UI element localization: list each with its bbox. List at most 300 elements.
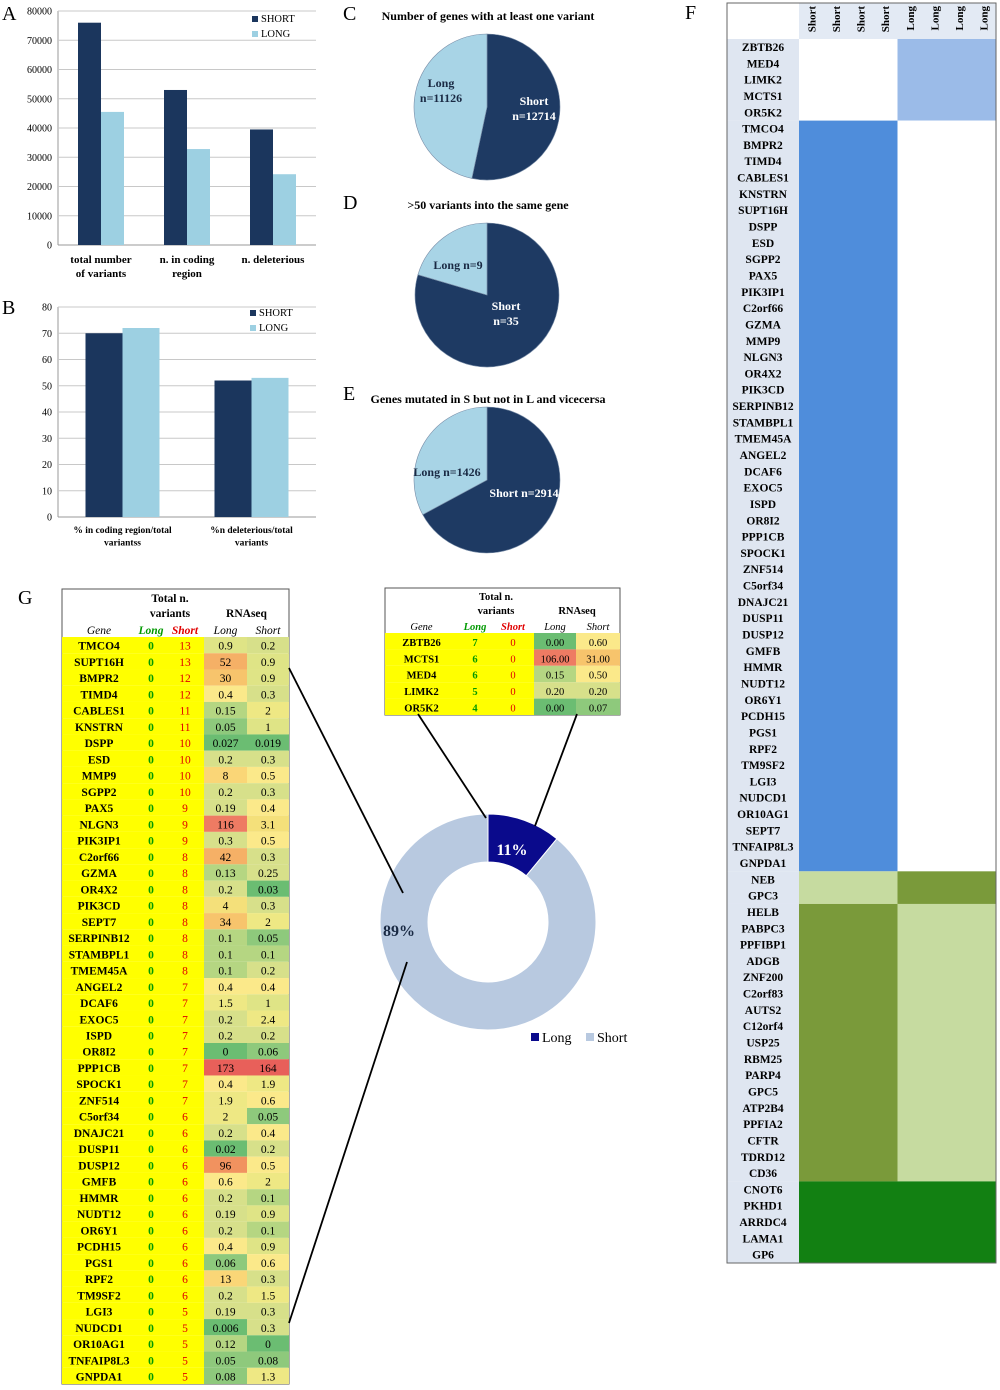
y-tick-label: 30	[42, 433, 52, 445]
legend-label: LONG	[261, 29, 291, 40]
rnaseq-long: 0.19	[215, 1209, 236, 1222]
heatmap-gene-label: PPFIBP1	[740, 939, 786, 952]
gene-name: ISPD	[85, 1030, 113, 1043]
header-rnaseq-short: Short	[255, 625, 281, 637]
heatmap-gene-label: MMP9	[745, 335, 781, 348]
count-short: 7	[182, 1046, 188, 1059]
count-long: 0	[148, 1371, 154, 1384]
count-long: 0	[148, 705, 154, 718]
rnaseq-short: 0.6	[260, 1257, 276, 1270]
rnaseq-short: 0.9	[260, 673, 276, 686]
heatmap-gene-label: MCTS1	[743, 90, 783, 103]
pie-label: Short	[519, 94, 549, 108]
gene-name: SERPINB12	[68, 933, 130, 946]
rnaseq-short: 1.3	[260, 1371, 276, 1384]
heatmap-gene-label: AUTS2	[744, 1004, 782, 1017]
pie-label: n=12714	[512, 109, 556, 123]
rnaseq-short: 0.50	[588, 670, 608, 682]
legend-swatch	[250, 310, 256, 316]
panel-label-d: D	[343, 192, 358, 214]
heatmap-gene-label: NUDCD1	[739, 792, 787, 805]
count-long: 0	[148, 1160, 154, 1173]
bar-long	[123, 328, 160, 517]
header-rnaseq-long: Long	[213, 625, 238, 637]
heatmap-gene-label: EXOC5	[743, 482, 783, 495]
gene-name: TIMD4	[80, 689, 118, 702]
count-long: 0	[148, 1209, 154, 1222]
header-rnaseq: RNAseq	[226, 608, 267, 620]
count-short: 10	[179, 786, 191, 799]
connector-line	[418, 714, 486, 818]
count-short: 10	[179, 738, 191, 751]
rnaseq-short: 0.3	[260, 754, 276, 767]
gene-name: C2orf66	[78, 851, 120, 864]
gene-name: KNSTRN	[75, 721, 123, 734]
bar-long	[273, 174, 296, 245]
count-short: 10	[179, 770, 191, 783]
rnaseq-short: 0.05	[257, 1111, 279, 1124]
rnaseq-long: 0.3	[218, 835, 233, 848]
heatmap-gene-label: ESD	[751, 237, 775, 250]
x-tick-label: total number	[70, 254, 132, 266]
gene-name: NUDT12	[76, 1209, 122, 1222]
rnaseq-short: 0.60	[588, 637, 608, 649]
count-long: 0	[148, 1274, 154, 1287]
bar-long	[252, 378, 289, 517]
bar-chart-a	[27, 7, 316, 281]
heatmap-gene-label: NUDT12	[740, 678, 786, 691]
y-tick-label: 70	[42, 328, 52, 340]
rnaseq-short: 2	[265, 1176, 271, 1189]
count-short: 6	[182, 1111, 188, 1124]
gene-name: GNPDA1	[75, 1371, 123, 1384]
rnaseq-short: 3.1	[260, 819, 276, 832]
rnaseq-long: 0.2	[218, 754, 233, 767]
gene-name: OR8I2	[82, 1046, 116, 1059]
rnaseq-long: 0.006	[212, 1322, 239, 1335]
connector-line	[289, 962, 407, 1323]
count-long: 0	[148, 1306, 154, 1319]
count-long: 0	[148, 1014, 154, 1027]
count-short: 9	[182, 803, 188, 816]
count-short: 5	[182, 1306, 188, 1319]
rnaseq-short: 0.9	[260, 1241, 276, 1254]
count-short: 7	[182, 1014, 188, 1027]
heatmap-gene-label: ATP2B4	[742, 1102, 784, 1115]
heatmap-gene-label: OR10AG1	[737, 809, 789, 822]
heatmap-gene-label: PPFIA2	[743, 1119, 783, 1132]
y-tick-label: 40	[42, 407, 52, 419]
count-long: 0	[148, 933, 154, 946]
x-tick-label: variants	[234, 538, 269, 549]
y-tick-label: 30000	[27, 152, 52, 164]
count-long: 0	[148, 1225, 154, 1238]
y-tick-label: 60	[42, 355, 52, 366]
count-short: 7	[182, 1030, 188, 1043]
rnaseq-long: 0.19	[215, 1306, 236, 1319]
count-long: 0	[148, 673, 154, 686]
heatmap-gene-label: GPC3	[747, 890, 779, 903]
header-total: Total n.	[151, 593, 189, 605]
count-long: 0	[148, 656, 154, 669]
heatmap-gene-label: TM9SF2	[741, 760, 785, 773]
rnaseq-short: 0.2	[260, 1030, 276, 1043]
panel-label-c: C	[343, 3, 357, 25]
pie-title: Genes mutated in S but not in L and vicecersa	[370, 392, 606, 406]
heatmap-cell-long	[898, 39, 997, 121]
rnaseq-short: 0.4	[260, 981, 276, 994]
heatmap-gene-label: OR5K2	[744, 107, 782, 120]
heatmap-gene-label: TIMD4	[744, 156, 782, 169]
count-long: 7	[472, 637, 478, 649]
header-long: Long	[138, 625, 164, 637]
count-long: 5	[472, 687, 478, 699]
rnaseq-short: 31.00	[586, 654, 610, 666]
panel-label-g: G	[18, 587, 33, 609]
heatmap-gene-label: RBM25	[743, 1053, 783, 1066]
pie-title: Number of genes with at least one variant	[381, 9, 595, 23]
gene-name: DUSP11	[78, 1144, 120, 1157]
pie-title: >50 variants into the same gene	[407, 198, 569, 212]
gene-name: GMFB	[81, 1176, 117, 1189]
rnaseq-long: 1.9	[218, 1095, 233, 1108]
heatmap-gene-label: DCAF6	[744, 466, 782, 479]
donut-label-short: 89%	[383, 923, 415, 940]
count-short: 5	[182, 1339, 188, 1352]
count-short: 13	[179, 656, 191, 669]
rnaseq-long: 52	[219, 656, 232, 669]
heatmap-column-label: Short	[880, 6, 893, 33]
heatmap-gene-label: DSPP	[748, 221, 778, 234]
heatmap-cell-short	[799, 121, 898, 872]
count-short: 12	[179, 673, 191, 686]
y-tick-label: 50	[42, 381, 52, 393]
rnaseq-long: 30	[219, 673, 232, 686]
panel-label-a: A	[2, 3, 17, 25]
count-short: 6	[182, 1290, 188, 1303]
rnaseq-long: 0.2	[218, 1225, 233, 1238]
count-long: 0	[148, 786, 154, 799]
heatmap-gene-label: ANGEL2	[739, 450, 787, 462]
legend-swatch-short	[586, 1033, 594, 1041]
gene-name: BMPR2	[79, 673, 119, 686]
heatmap-gene-label: USP25	[746, 1037, 780, 1050]
heatmap-column-label: Short	[855, 6, 868, 33]
gene-name: PIK3CD	[77, 900, 121, 913]
count-short: 8	[182, 884, 188, 897]
heatmap-gene-label: SERPINB12	[732, 401, 794, 414]
gene-name: SGPP2	[81, 786, 117, 799]
heatmap-column-label: Long	[978, 6, 991, 31]
rnaseq-short: 0.3	[260, 900, 276, 913]
count-long: 0	[148, 981, 154, 994]
heatmap-column-label: Short	[830, 6, 843, 33]
gene-name: STAMBPL1	[68, 949, 130, 962]
header-short: Short	[501, 622, 525, 633]
heatmap-gene-label: PCDH15	[740, 711, 786, 724]
rnaseq-long: 0.15	[215, 705, 236, 718]
bar-short	[250, 129, 273, 245]
rnaseq-short: 0.5	[260, 770, 276, 783]
gene-name: PCDH15	[76, 1241, 122, 1254]
rnaseq-long: 0.4	[218, 689, 233, 702]
count-long: 0	[148, 916, 154, 929]
y-tick-label: 10	[42, 486, 52, 498]
count-short: 6	[182, 1192, 188, 1205]
rnaseq-short: 0.07	[588, 703, 608, 715]
rnaseq-long: 0.15	[545, 670, 565, 682]
rnaseq-short: 0.9	[260, 656, 276, 669]
heatmap-gene-label: NEB	[751, 874, 775, 887]
heatmap-gene-label: GZMA	[745, 319, 781, 332]
gene-name: NLGN3	[79, 819, 119, 832]
y-tick-label: 0	[47, 240, 52, 252]
heatmap-column-label: Long	[904, 6, 917, 31]
gene-name: ESD	[87, 754, 111, 767]
heatmap-gene-label: DNAJC21	[737, 596, 789, 609]
heatmap-gene-label: ZBTB26	[741, 42, 785, 54]
y-tick-label: 80000	[27, 6, 52, 18]
legend-label-short: Short	[597, 1031, 628, 1046]
rnaseq-short: 0.5	[260, 1160, 276, 1173]
rnaseq-long: 0.13	[215, 868, 236, 881]
gene-name: C5orf34	[78, 1111, 120, 1124]
pie-chart-e	[370, 392, 605, 553]
count-long: 0	[148, 1176, 154, 1189]
y-tick-label: 40000	[27, 123, 52, 135]
heatmap-gene-label: BMPR2	[743, 139, 783, 152]
rnaseq-short: 0.3	[260, 851, 276, 864]
heatmap-gene-label: LIMK2	[744, 74, 782, 87]
count-long: 0	[148, 1322, 154, 1335]
donut-slice-short	[380, 814, 596, 1030]
count-long: 0	[148, 1144, 154, 1157]
rnaseq-long: 4	[222, 900, 229, 913]
heatmap-gene-label: OR6Y1	[744, 694, 782, 707]
count-short: 8	[182, 868, 188, 881]
heatmap-gene-label: LGI3	[749, 776, 777, 789]
heatmap-gene-label: KNSTRN	[739, 188, 787, 201]
heatmap-gene-label: SGPP2	[745, 254, 781, 267]
rnaseq-short: 0.25	[257, 868, 279, 881]
legend-label: SHORT	[261, 14, 295, 25]
rnaseq-short: 0.1	[260, 1225, 276, 1238]
x-tick-label: variantss	[104, 538, 141, 549]
bar-chart-b	[42, 303, 316, 549]
heatmap-gene-label: CD36	[748, 1168, 778, 1181]
x-tick-label: % in coding region/total	[73, 526, 172, 536]
gene-name: TNFAIP8L3	[68, 1355, 130, 1368]
rnaseq-short: 2	[265, 705, 271, 718]
count-short: 7	[182, 981, 188, 994]
y-tick-label: 20000	[27, 182, 52, 193]
count-short: 0	[510, 654, 516, 666]
pie-label: n=11126	[419, 91, 463, 105]
panel-label-f: F	[685, 2, 697, 24]
heatmap-gene-label: C5orf34	[742, 580, 784, 593]
pie-chart-d	[407, 198, 569, 367]
heatmap-gene-label: PAX5	[748, 270, 778, 283]
x-tick-label: n. deleterious	[241, 254, 305, 266]
heatmap-gene-label: TMEM45A	[734, 433, 792, 446]
rnaseq-long: 0.02	[215, 1144, 236, 1157]
count-short: 6	[182, 1127, 188, 1140]
rnaseq-long: 0.20	[545, 687, 565, 699]
rnaseq-long: 0.2	[218, 1127, 233, 1140]
rnaseq-long: 0.1	[218, 965, 233, 978]
rnaseq-short: 0.2	[260, 965, 276, 978]
rnaseq-short: 0.9	[260, 1209, 276, 1222]
bar-short	[215, 381, 252, 518]
rnaseq-long: 0.00	[545, 637, 565, 649]
rnaseq-long: 0.08	[215, 1371, 236, 1384]
bar-long	[101, 112, 124, 245]
count-long: 6	[472, 654, 478, 666]
gene-name: RPF2	[84, 1274, 114, 1287]
count-short: 8	[182, 851, 188, 864]
heatmap-gene-label: OR4X2	[744, 368, 782, 381]
rnaseq-short: 0.3	[260, 689, 276, 702]
heatmap-cell-short	[799, 1181, 898, 1263]
gene-name: OR4X2	[80, 884, 118, 897]
rnaseq-long: 13	[219, 1274, 232, 1287]
gene-name: TMEM45A	[70, 965, 128, 978]
count-short: 0	[510, 703, 516, 715]
gene-name: CABLES1	[73, 705, 125, 718]
count-short: 8	[182, 965, 188, 978]
rnaseq-short: 0.3	[260, 1322, 276, 1335]
heatmap-gene-label: DUSP11	[742, 613, 784, 626]
x-tick-label: n. in coding	[159, 254, 215, 266]
count-long: 0	[148, 1192, 154, 1205]
heatmap-cell-long	[898, 904, 997, 1181]
rnaseq-long: 42	[219, 851, 232, 864]
rnaseq-long: 106.00	[540, 654, 570, 666]
heatmap-gene-label: PIK3IP1	[741, 286, 785, 299]
header-rnaseq-long: Long	[544, 622, 566, 633]
count-long: 0	[148, 1062, 154, 1075]
pie-slice-long	[414, 34, 487, 178]
heatmap-column-label: Long	[929, 6, 942, 31]
heatmap-gene-label: SEPT7	[745, 825, 781, 838]
gene-name: DCAF6	[80, 998, 118, 1011]
count-long: 0	[148, 900, 154, 913]
rnaseq-long: 0.2	[218, 1030, 233, 1043]
count-long: 0	[148, 1095, 154, 1108]
header-short: Short	[171, 625, 199, 637]
rnaseq-long: 0.06	[215, 1257, 236, 1270]
count-long: 0	[148, 1030, 154, 1043]
header-rnaseq-short: Short	[586, 622, 610, 633]
gene-name: OR5K2	[404, 703, 439, 715]
count-long: 0	[148, 819, 154, 832]
count-short: 9	[182, 819, 188, 832]
count-long: 0	[148, 851, 154, 864]
rnaseq-long: 1.5	[218, 998, 233, 1011]
heatmap-gene-label: SPOCK1	[740, 547, 786, 560]
count-short: 8	[182, 933, 188, 946]
rnaseq-short: 2.4	[260, 1014, 276, 1027]
count-short: 7	[182, 1062, 188, 1075]
donut-chart	[380, 814, 627, 1046]
heatmap-column-label: Long	[954, 6, 967, 31]
gene-table-long	[385, 588, 620, 715]
heatmap-header-bg	[799, 3, 996, 39]
count-short: 0	[510, 670, 516, 682]
rnaseq-long: 34	[219, 916, 232, 929]
rnaseq-long: 0.4	[218, 981, 233, 994]
gene-name: DSPP	[84, 738, 114, 751]
count-short: 9	[182, 835, 188, 848]
count-short: 6	[182, 1241, 188, 1254]
heatmap-cell-short	[799, 39, 898, 121]
count-long: 0	[148, 1127, 154, 1140]
bar-short	[86, 333, 123, 517]
count-short: 6	[182, 1176, 188, 1189]
rnaseq-short: 0.1	[260, 1192, 276, 1205]
heatmap-gene-label: GMFB	[745, 645, 781, 658]
count-short: 6	[182, 1274, 188, 1287]
gene-name: DNAJC21	[73, 1127, 125, 1140]
pie-label: Long	[427, 76, 455, 90]
count-long: 0	[148, 835, 154, 848]
rnaseq-long: 116	[217, 819, 234, 832]
heatmap-gene-label: TMCO4	[742, 123, 784, 136]
panel-label-e: E	[343, 383, 356, 405]
pie-label: Long n=9	[433, 258, 483, 272]
rnaseq-long: 0.2	[218, 1014, 233, 1027]
count-short: 8	[182, 949, 188, 962]
y-tick-label: 60000	[27, 65, 52, 76]
count-long: 0	[148, 738, 154, 751]
rnaseq-long: 0.2	[218, 786, 233, 799]
count-short: 8	[182, 916, 188, 929]
count-long: 0	[148, 640, 154, 653]
count-long: 0	[148, 754, 154, 767]
count-long: 0	[148, 770, 154, 783]
rnaseq-long: 8	[222, 770, 229, 783]
y-tick-label: 50000	[27, 94, 52, 106]
gene-name: MMP9	[81, 770, 117, 783]
donut-label-long: 11%	[496, 842, 528, 859]
count-short: 11	[179, 721, 191, 734]
legend-label: LONG	[259, 323, 289, 334]
heatmap-gene-label: TDRD12	[740, 1151, 786, 1164]
gene-name: GZMA	[81, 868, 117, 881]
heatmap-gene-label: C12orf4	[742, 1021, 784, 1034]
rnaseq-short: 0.3	[260, 1274, 276, 1287]
legend-swatch-long	[531, 1033, 539, 1041]
heatmap-gene-label: PABPC3	[741, 923, 785, 936]
gene-name: TM9SF2	[77, 1290, 121, 1303]
header-total: Total n.	[478, 592, 514, 603]
rnaseq-long: 96	[219, 1160, 232, 1173]
gene-name: ANGEL2	[75, 981, 123, 994]
rnaseq-long: 0.00	[545, 703, 565, 715]
heatmap-gene-label: PIK3CD	[741, 384, 785, 397]
count-long: 0	[148, 1339, 154, 1352]
rnaseq-short: 0.1	[260, 949, 276, 962]
heatmap-gene-label: OR8I2	[746, 515, 780, 528]
rnaseq-short: 1.5	[260, 1290, 276, 1303]
heatmap-gene-label: NLGN3	[743, 352, 783, 365]
count-long: 0	[148, 884, 154, 897]
heatmap-gene-label: GP6	[752, 1249, 774, 1262]
gene-name: OR6Y1	[80, 1225, 118, 1238]
heatmap-cell-long	[898, 121, 997, 872]
count-short: 6	[182, 1209, 188, 1222]
gene-name: HMMR	[79, 1192, 119, 1205]
